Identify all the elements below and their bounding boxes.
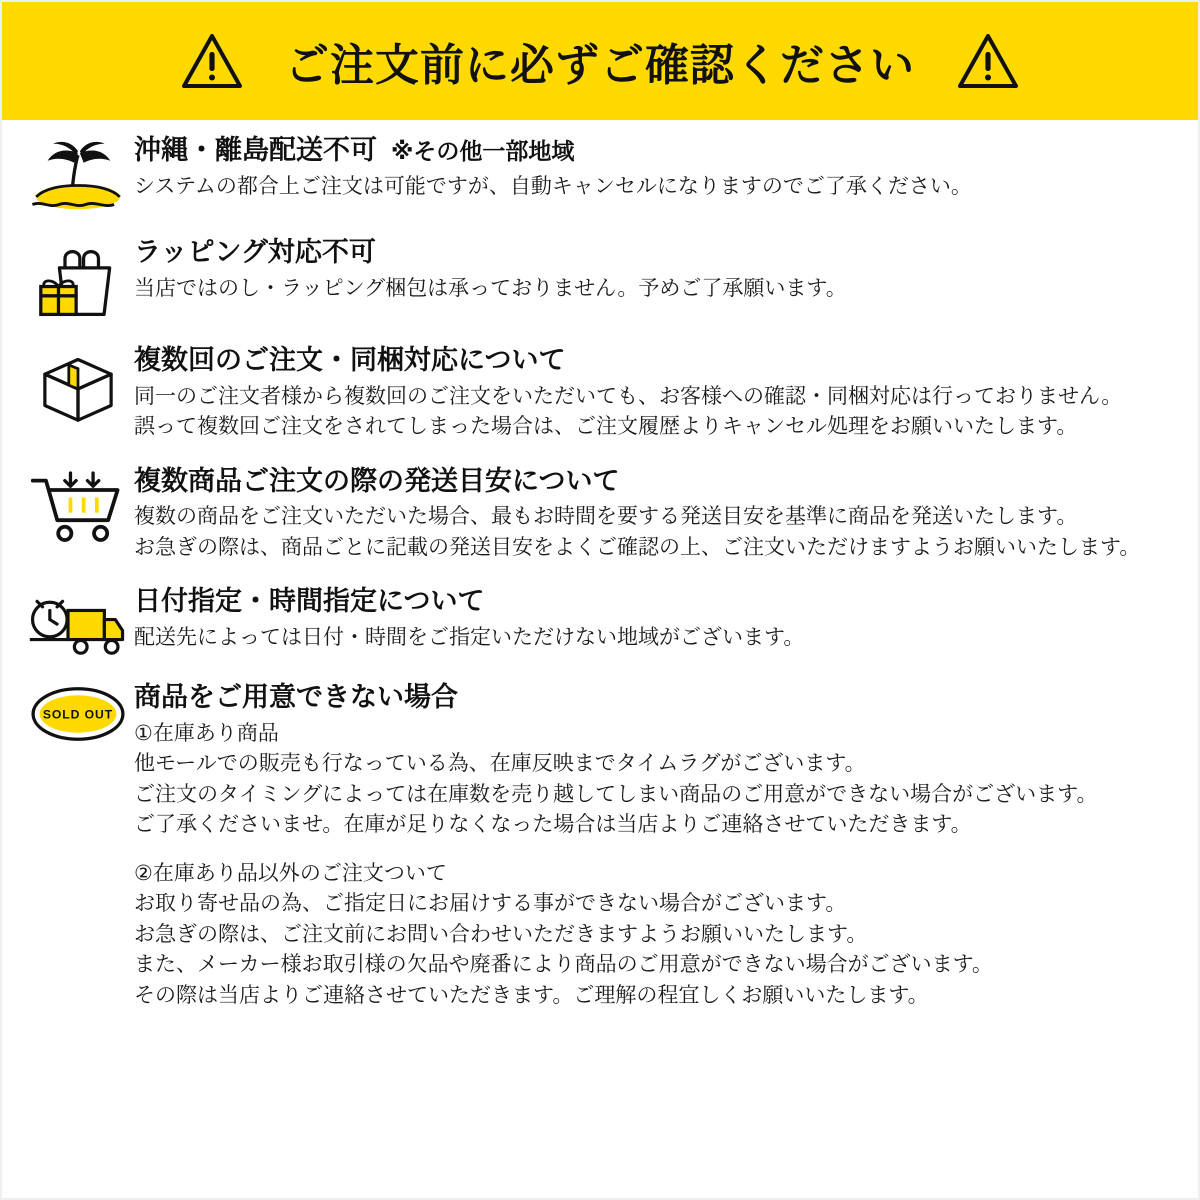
section-line: 同一のご注文者様から複数回のご注文をいただいても、お客様への確認・同梱対応は行っておりません。 [134,384,1123,408]
svg-text:SOLD OUT: SOLD OUT [42,707,114,722]
section-line: お急ぎの際は、商品ごとに記載の発送目安をよくご確認の上、ご注文いただけますようお願いいたします。 [134,535,1141,559]
section-title: 複数回のご注文・同梱対応について [134,345,566,375]
header-banner [2,2,1198,120]
section-line: システムの都合上ご注文は可能ですが、自動キャンセルになりますのでご了承ください。 [134,174,972,198]
section-line: また、メーカー様お取引様の欠品や廃番により商品のご用意ができない場合がございます。 [134,953,993,977]
section-title: 日付指定・時間指定について [134,586,485,617]
sold-out-stamp-icon [24,681,132,743]
section-line: ご了承くださいませ。在庫が足りなくなった場合は当店よりご連絡させていただきます。 [134,813,972,837]
warning-triangle-icon [957,32,1019,90]
shopping-cart-icon [24,465,132,545]
section-line: ご注文のタイミングによっては在庫数を売り越してしまい商品のご用意ができない場合がございます。 [134,782,1098,806]
section-out-of-stock [2,681,1198,1011]
section-text [132,134,1174,202]
section-line: 他モールでの販売も行なっている為、在庫反映までタイムラグがございます。 [134,752,866,776]
section-line: 複数の商品をご注文いただいた場合、最もお時間を要する発送目安を基準に商品を発送いたします。 [134,505,1078,529]
section-line: 誤って複数回ご注文をされてしまった場合は、ご注文履歴よりキャンセル処理をお願いいたします。 [134,415,1078,439]
section-text [132,236,1174,304]
section-line: 当店ではのし・ラッピング梱包は承っておりません。予めご了承願います。 [134,276,847,300]
section-text [132,681,1174,1011]
section-line: ②在庫あり品以外のご注文ついて [134,861,447,885]
section-line: ①在庫あり商品 [134,722,279,745]
section-multiple-orders [2,344,1198,443]
section-title: 沖縄・離島配送不可 ※その他一部地域 [134,135,575,165]
section-title: 商品をご用意できない場合 [134,682,458,713]
warning-triangle-icon [181,32,243,90]
section-line: その際は当店よりご連絡させていただきます。ご理解の程宜しくお願いいたします。 [134,983,929,1007]
cardboard-box-icon [24,344,132,428]
section-text [132,465,1174,564]
section-text [132,585,1174,653]
banner-title: ご注文前に必ずご確認ください [285,41,915,90]
section-wrapping [2,236,1198,320]
notice-sections [2,120,1198,1011]
section-line: 配送先によっては日付・時間をご指定いただけない地域がございます。 [134,626,805,649]
section-title: ラッピング対応不可 [134,237,376,267]
section-line: お急ぎの際は、ご注文前にお問い合わせいただきますようお願いいたします。 [134,922,868,946]
section-text [132,344,1174,443]
delivery-truck-clock-icon [24,585,132,661]
section-date-time [2,585,1198,661]
section-title: 複数商品ご注文の際の発送目安について [134,465,620,496]
section-line: お取り寄せ品の為、ご指定日にお届けする事ができない場合がございます。 [134,892,847,916]
section-shipping-estimate [2,465,1198,564]
gift-wrapping-icon [24,236,132,320]
section-okinawa [2,134,1198,214]
island-palm-icon [24,134,132,214]
